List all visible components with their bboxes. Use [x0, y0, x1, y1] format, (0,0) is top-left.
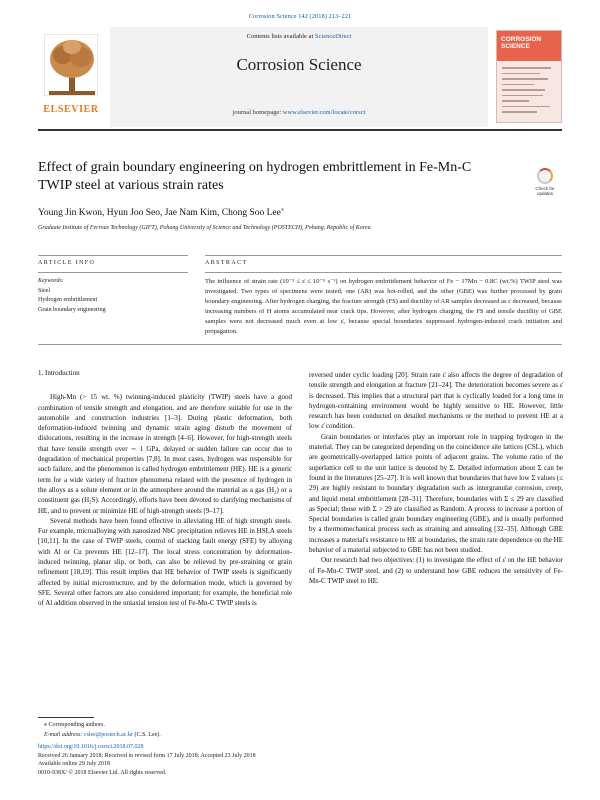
received-dates: Received 26 January 2018; Received in revised form 17 July 2018; Accepted 23 July 2018 [38, 752, 256, 759]
body-left-column [38, 368, 292, 609]
publication-info [38, 743, 438, 777]
check-for-updates-badge[interactable] [530, 168, 560, 198]
article-title: Effect of grain boundary engineering on hydrogen embrittlement in Fe-Mn-C TWIP steel at various strain rates [38, 160, 472, 193]
elsevier-tree-icon [44, 34, 98, 96]
abstract-top-rule [205, 255, 562, 256]
homepage-link[interactable]: www.elsevier.com/locate/corsci [282, 109, 366, 116]
abstract-bottom-rule [38, 344, 562, 345]
cover-text-lines [502, 67, 556, 117]
contents-prefix: Contents lists available at [246, 33, 315, 40]
homepage-line [110, 109, 488, 116]
body-paragraph: reversed under cyclic loading [20]. Strain rate ε̇ also affects the degree of degradation of tensile strength and elongation at fracture [21–24]. The deterioration becomes severe as ε̇ is decreased. This implies that a structural part that is cyclically loaded for a long time in hydrogen-containing environment would be highly sensitive to HE. However, little research has been conducted on detailed mechanisms or the method to prevent HE at a low ε̇ condition. [309, 371, 563, 431]
corresponding-author-note: ⁎ Corresponding authors. [44, 722, 105, 728]
body-paragraph: Grain boundaries or interfaces play an important role in trapping hydrogen in the material. They can be categorized depending on the coincidence site lattices (CSL), which are geometrically-overlapped lattice points of adjacent grains. The volume ratio of the superlattice cell to the unit lattice is denoted by Σ. Detailed information about Σ can be found in the literatures [25–27]. It is well known that boundaries that have low Σ values (≤ 29) are highly resistant to boundary degradation such as intergranular corrosion, creep, and liquid metal embrittlement [28–31]. Therefore, boundaries with Σ ≤ 29 are classified as Special; those with Σ > 29 are classified as Random. A process to increase a portion of Special boundaries is called grain boundary engineering (GBE), and is usually performed by a thermomechanical process such as straining and annealing [32–35]. Although GBE increases a material's resistance to HE at boundaries, the strain rate dependence on the HE behavior of a material subjected to GBE has not been studied. [309, 432, 563, 555]
abstract-heading: ABSTRACT [205, 260, 248, 266]
cover-title: CORROSION SCIENCE [501, 36, 542, 51]
journal-citation-link[interactable]: Corrosion Science 142 (2018) 213–221 [248, 13, 352, 20]
article-info-sub-rule [38, 272, 188, 273]
email-link[interactable]: cslee@postech.ac.kr [83, 732, 133, 738]
article-info-heading: ARTICLE INFO [38, 260, 96, 266]
homepage-prefix: journal homepage: [232, 109, 283, 116]
sciencedirect-link[interactable]: ScienceDirect [314, 33, 352, 40]
contents-line [110, 33, 488, 40]
elsevier-logo[interactable] [38, 34, 104, 122]
journal-title: Corrosion Science [236, 55, 362, 74]
article-info-top-rule [38, 255, 188, 256]
journal-cover-thumbnail[interactable] [496, 30, 562, 123]
keywords-label: Keywords: [38, 278, 64, 284]
elsevier-wordmark: ELSEVIER [43, 104, 99, 115]
authors-text[interactable]: Young Jin Kwon, Hyun Joo Seo, Jae Nam Kim, Chong Soo Lee [38, 208, 281, 219]
body-paragraph: Several methods have been found effective in alleviating HE of high strength steels. For example, microalloying with nanosized NbC precipitation relieves HE in HSLA steels [10,11]. In the case of TWIP steels, control of stacking fault energy (SFE) by alloying with Al or Cu prevents HE [12–17]. The local stress concentration by deformation-induced twinning, planar slip, or both, can also be relieved by pre-straining or grain refinement [18,19]. This result implies that HE behavior of TWIP steels is significantly affected by initial microstructure, and by the deformation mode, which is governed by SFE. Several other factors are also considered important; for example, the beneficial role of Al addition observed in the uniaxial tension test of Fe-Mn-C TWIP steels is [38, 516, 292, 608]
email-suffix: (C.S. Lee). [132, 732, 161, 738]
footnote [38, 720, 338, 740]
keywords-block [38, 277, 188, 315]
abstract-sub-rule [205, 272, 562, 273]
doi-link[interactable]: https://doi.org/10.1016/j.corsci.2018.07.028 [38, 744, 144, 750]
keyword-item: Hydrogen embrittlement [38, 297, 98, 303]
introduction-heading: 1. Introduction [38, 369, 80, 377]
check-for-updates-label: Check for updates [535, 186, 555, 196]
abstract-text: The influence of strain rate (10⁻³ ≤ ε̇ ≤ 10⁻⁵ s⁻¹) on hydrogen embrittlement behavior of Fe − 17Mn − 0.8C (wt.%) TWIP steel was investigated. Two types of specimens were tested; one (AR) was hot-rolled, and the other (GBE) was further processed by grain boundary engineering. After hydrogen charging, the fracture strength (FS) and ductility of AR samples decreased as ε̇ decreased, because increasing numbers of H atoms accumulated near crack tips. However, after hydrogen charging, the FS and tensile ductility of GBE samples were not decreased much even at low ε̇, because special boundaries suppressed hydrogen-induced crack initiation and propagation. [205, 278, 562, 335]
journal-header [38, 27, 562, 131]
crossmark-icon [537, 168, 553, 184]
keyword-item: Steel [38, 287, 50, 294]
footnote-rule [38, 717, 94, 718]
copyright: 0010-938X/ © 2018 Elsevier Ltd. All rights reserved. [38, 769, 167, 776]
body-paragraph: High-Mn (> 15 wt. %) twinning-induced plasticity (TWIP) steels have a good combination of tensile strength and elongation, and are therefore suitable for use in the automobile and construction industries [1–3]. During plastic deformation, both deformation-induced twinning and dynamic strain aging disturb the movement of dislocations, resulting in the increase in strength [4–6]. However, for high-strength steels that have tensile strength over ∼ 1 GPa, delayed or sudden failure can occur due to degradation of mechanical properties [7,8]. In most cases, hydrogen was responsible for such failure, and the phenomenon is called hydrogen embrittlement (HE). HE is a generic term for a wide variety of fracture phenomena related with the presence of hydrogen in the alloys as a solute element or in the atmosphere around the material as a gas (H₂) or a constituent gas (H₂S). Accordingly, efforts have been devoted to clarifying mechanisms of HE, and to prevent or minimize HE of high-strength steels [9–17]. [38, 393, 292, 515]
available-online: Available online 29 July 2018 [38, 761, 110, 768]
corresponding-author-mark[interactable]: ⁎ [280, 207, 284, 213]
keyword-item: Grain boundary engineering [38, 306, 106, 313]
journal-banner [110, 27, 488, 127]
affiliation: Graduate Institute of Ferrous Technology (GIFT), Pohang University of Science and Technology (POSTECH), Pohang, Republic of Korea [38, 225, 371, 231]
body-right-column [309, 370, 563, 586]
body-paragraph: Our research had two objectives: (1) to investigate the effect of ε̇ on the HE behavior of Fe-Mn-C TWIP steel, and (2) to understand how GBE reduces the sensitivity of Fe-Mn-C TWIP steel to HE. [309, 556, 563, 585]
email-label: E-mail address: [44, 732, 84, 738]
author-list [38, 206, 284, 218]
email-line [38, 730, 338, 740]
